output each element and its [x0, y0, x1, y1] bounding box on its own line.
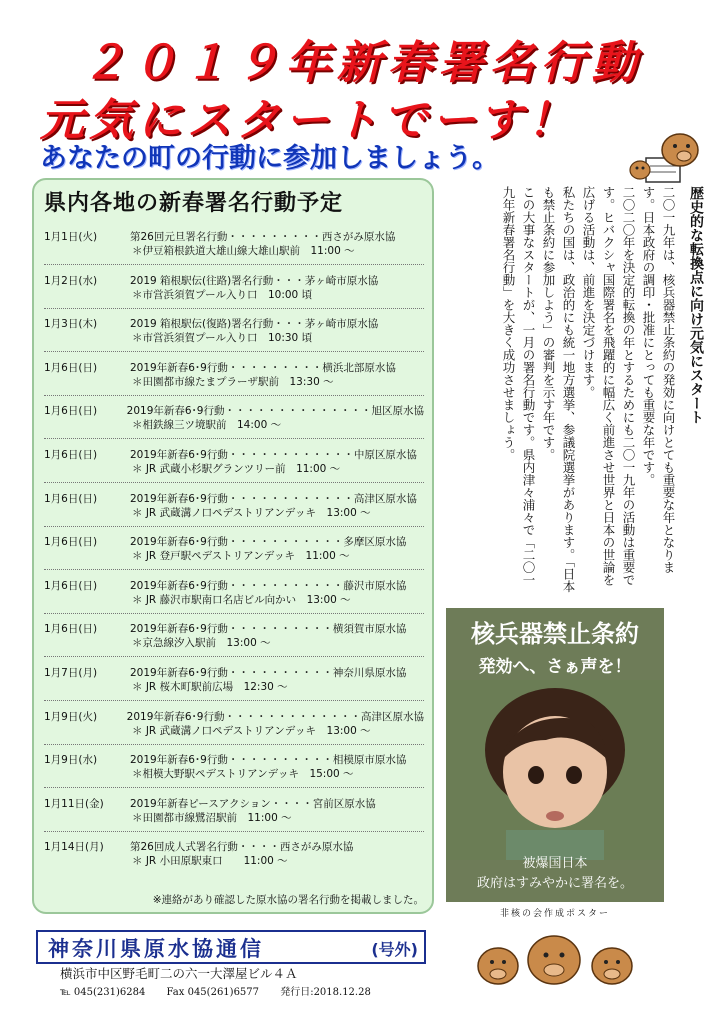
event-place: ＊田園都市線鷺沼駅前 11:00 〜: [132, 811, 292, 824]
event-date: 1月6日(日): [44, 579, 98, 592]
event-action: 2019年新春6･9行動・・・・・・・・・・・・・高津区原水協: [126, 710, 424, 723]
event-place: ＊ JR 登戸駅ペデストリアンデッキ 11:00 〜: [132, 550, 350, 563]
divider: [44, 569, 424, 570]
child-portrait-icon: [446, 680, 664, 860]
event-place: ＊市営浜須賀プール入り口 10:00 頃: [132, 288, 313, 301]
event-date: 1月6日(日): [44, 361, 98, 374]
event-place: ＊ JR 藤沢市駅南口名店ビル向かい 13:00 〜: [132, 593, 351, 606]
event-action: 2019年新春6･9行動・・・・・・・・・・神奈川県原水協: [130, 667, 407, 679]
event-date: 1月9日(水): [44, 754, 98, 767]
divider: [44, 438, 424, 439]
headline-main: ２０１９年新春署名行動: [81, 36, 643, 89]
footer-tag: (号外): [371, 940, 418, 959]
event-action: 2019年新春6･9行動・・・・・・・・・・・・・・旭区原水協: [126, 405, 424, 418]
divider: [44, 613, 424, 614]
event-place: ＊相模大野駅ペデストリアンデッキ 15:00 〜: [132, 768, 354, 781]
schedule-event: [44, 840, 424, 868]
event-date: 1月6日(日): [44, 405, 98, 418]
divider: [44, 656, 424, 657]
event-date: 1月14日(月): [44, 841, 104, 854]
divider: [44, 744, 424, 745]
divider: [44, 264, 424, 265]
poster-caption: 政府はすみやかに署名を。: [476, 876, 633, 891]
event-date: 1月9日(火): [44, 710, 98, 723]
divider: [44, 308, 424, 309]
event-action: 2019年新春6･9行動・・・・・・・・・・横須賀市原水協: [130, 623, 407, 636]
schedule-event: [44, 274, 424, 309]
event-action: 第26回元旦署名行動・・・・・・・・・西さがみ原水協: [130, 231, 396, 243]
footer-fax: Fax 045(261)6577: [166, 987, 260, 998]
event-date: 1月6日(日): [44, 449, 98, 461]
event-action: 2019年新春6･9行動・・・・・・・・・・・藤沢市原水協: [130, 579, 407, 592]
footer-issued: 発行日:2018.12.28: [280, 987, 371, 998]
poster-credit: 非核の会作成ポスター: [499, 909, 610, 919]
footer-contact: [60, 983, 389, 998]
subheadline: あなたの町の行動に参加しましょう。: [40, 143, 499, 174]
divider: [44, 482, 424, 483]
schedule-event: [44, 710, 424, 745]
schedule-event: [44, 361, 424, 396]
event-date: 1月3日(木): [44, 318, 98, 331]
event-action: 2019年新春6･9行動・・・・・・・・・・・・中原区原水協: [130, 449, 417, 461]
event-place: ＊伊豆箱根鉄道大雄山線大雄山駅前 11:00 〜: [132, 245, 355, 257]
poster-caption: 被爆国日本: [522, 856, 588, 871]
event-place: ＊京急線汐入駅前 13:00 〜: [132, 637, 271, 650]
schedule-event: [44, 535, 424, 570]
boar-mascot-sign-icon: [626, 128, 706, 188]
event-date: 1月6日(日): [44, 536, 98, 549]
event-place: ＊田園都市線たまプラーザ駅前 13:30 〜: [132, 375, 334, 388]
schedule-note: ※連絡があり確認した原水協の署名行動を掲載しました。: [152, 894, 424, 906]
event-action: 2019年新春6･9行動・・・・・・・・・・・多摩区原水協: [130, 536, 407, 549]
event-place: ＊相鉄線三ツ境駅前 14:00 〜: [132, 419, 282, 432]
divider: [44, 831, 424, 832]
event-date: 1月6日(日): [44, 492, 98, 505]
event-date: 1月7日(月): [44, 667, 98, 679]
schedule-event: [44, 404, 424, 439]
event-place: ＊ JR 武蔵小杉駅グランツリー前 11:00 〜: [132, 463, 341, 475]
poster-title: 核兵器禁止条約: [471, 620, 639, 648]
article-paragraph: 二〇一九年は、核兵器禁止条約の発効に向けとても重要な年となります。日本政府の調印・批准にとっても重要な年です。: [641, 186, 676, 574]
schedule-box: [32, 178, 434, 914]
footer-tel: ℡ 045(231)6284: [60, 987, 146, 998]
divider: [44, 526, 424, 527]
divider: [44, 395, 424, 396]
schedule-event: [44, 448, 424, 483]
event-action: 2019 箱根駅伝(往路)署名行動・・・茅ヶ崎市原水協: [130, 274, 379, 287]
event-place: ＊ JR 武蔵溝ノ口ペデストリアンデッキ 13:00 〜: [132, 506, 371, 519]
event-date: 1月2日(水): [44, 274, 98, 287]
event-action: 2019年新春6･9行動・・・・・・・・・・相模原市原水協: [130, 754, 407, 767]
boar-family-icon: [470, 930, 640, 990]
schedule-event: [44, 666, 424, 701]
divider: [44, 787, 424, 788]
event-action: 2019年新春6･9行動・・・・・・・・・横浜北部原水協: [130, 361, 396, 374]
poster-image: [446, 608, 664, 902]
poster-subtitle: 発効へ、さぁ声を！: [478, 657, 632, 677]
divider: [44, 351, 424, 352]
schedule-event: [44, 492, 424, 527]
article-paragraph: この大事なスタートが、一月の署名行動です。県内津々浦々で「二〇一九年新春署名行動」を大きく成功させましょう。: [501, 186, 536, 586]
divider: [44, 700, 424, 701]
footer-banner: [36, 930, 426, 964]
schedule-event: [44, 230, 424, 265]
event-action: 2019年新春ピースアクション・・・・宮前区原水協: [130, 797, 376, 810]
footer-title: 神奈川県原水協通信: [48, 937, 264, 961]
footer-address: 横浜市中区野毛町二の六一大澤屋ビル４Ａ: [60, 966, 298, 981]
event-date: 1月1日(火): [44, 231, 98, 243]
article: [446, 186, 706, 596]
schedule-title: 県内各地の新春署名行動予定: [44, 191, 344, 216]
event-action: 2019 箱根駅伝(復路)署名行動・・・茅ヶ崎市原水協: [130, 318, 379, 331]
event-place: ＊ JR 桜木町駅前広場 12:30 〜: [132, 681, 288, 693]
article-paragraph: 二〇二〇年を決定的転換の年とするためにも二〇一九年の活動は重要です。ヒバクシャ国際署名を飛躍的に幅広く前進させ世界と日本の世論を広げる活動は、前進を決定づけます。: [581, 186, 636, 586]
article-heading: 歴史的な転換点に向け元気にスタート: [688, 186, 704, 424]
schedule-event: [44, 317, 424, 352]
event-action: 2019年新春6･9行動・・・・・・・・・・・・高津区原水協: [130, 492, 417, 505]
schedule-event: [44, 797, 424, 832]
schedule-event: [44, 579, 424, 614]
event-date: 1月6日(日): [44, 623, 98, 636]
schedule-event: [44, 622, 424, 657]
article-paragraph: 私たちの国は、政治的にも統一地方選挙、参議院選挙があります。「日本も禁止条約に参加しよう」の審判を示す年です。: [541, 186, 576, 593]
event-action: 第26回成人式署名行動・・・・西さがみ原水協: [130, 841, 354, 854]
event-date: 1月11日(金): [44, 797, 104, 810]
event-place: ＊市営浜須賀プール入り口 10:30 頃: [132, 332, 313, 345]
schedule-event: [44, 753, 424, 788]
event-place: ＊ JR 武蔵溝ノ口ペデストリアンデッキ 13:00 〜: [132, 724, 371, 737]
headline-sub: 元気にスタートでーす！: [40, 95, 577, 146]
event-place: ＊ JR 小田原駅東口 11:00 〜: [132, 855, 288, 868]
